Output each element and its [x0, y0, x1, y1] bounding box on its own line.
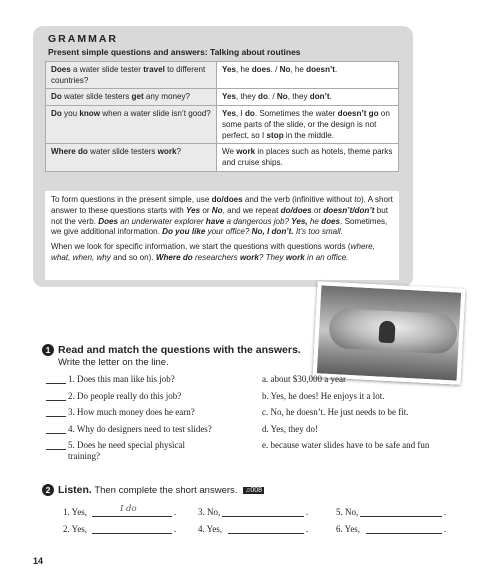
audio-track-number: 008 [250, 487, 262, 494]
period: . [306, 507, 309, 517]
answer-option: c. No, he doesn’t. He just needs to be fit. [262, 407, 409, 417]
table-row [46, 105, 399, 144]
answer-blank[interactable] [46, 424, 66, 434]
answer-cell: Yes, he does. / No, he doesn’t. [217, 62, 399, 89]
table-row [46, 144, 399, 171]
question-cell: Do you know when a water slide isn’t good? [46, 105, 217, 144]
period: . [444, 507, 447, 517]
answer-cell: We work in places such as hotels, theme parks and cruise ships. [217, 144, 399, 171]
answer-blank[interactable] [46, 440, 66, 450]
question-cell: Does a water slide tester travel to different countries? [46, 62, 217, 89]
answer-blank[interactable] [222, 507, 304, 517]
grammar-subtitle: Present simple questions and answers: Talking about routines [48, 47, 301, 57]
exercise-2-subtitle: Then complete the short answers. [94, 485, 238, 496]
answer-blank[interactable] [46, 391, 66, 401]
answer-blank[interactable] [46, 407, 66, 417]
question-cell: Where do water slide testers work? [46, 144, 217, 171]
answer-blank[interactable] [92, 524, 172, 534]
period: . [174, 524, 177, 534]
period: . [306, 524, 309, 534]
grammar-title: GRAMMAR [48, 33, 118, 45]
answer-blank[interactable] [360, 507, 442, 517]
question-item: 4. Why do designers need to test slides? [68, 424, 212, 434]
short-answer-item: 3. No, [198, 507, 221, 517]
answer-option: b. Yes, he does! He enjoys it a lot. [262, 391, 385, 401]
table-row [46, 89, 399, 105]
question-item: 5. Does he need special physical training? [68, 440, 185, 461]
answer-option: e. because water slides have to be safe and fun [262, 440, 430, 450]
exercise-2-title: Listen. [58, 484, 92, 496]
exercise-1-instruction: Write the letter on the line. [58, 357, 169, 368]
grammar-note-paragraph: When we look for specific information, we start the questions with questions words (where, what, when, why and so on). Where do researchers work? They work in an office. [51, 242, 375, 262]
answer-option: d. Yes, they do! [262, 424, 319, 434]
page-number: 14 [33, 556, 44, 566]
answer-cell: Yes, they do. / No, they don’t. [217, 89, 399, 105]
grammar-table [45, 61, 399, 172]
handwritten-example: I do [120, 504, 137, 514]
answer-blank[interactable] [366, 524, 442, 534]
short-answer-item: 2. Yes, [63, 524, 88, 534]
grammar-note [45, 191, 399, 280]
answer-cell: Yes, I do. Sometimes the water doesn’t go on some parts of the slide, or the design is not perfect, so I stop in the middle. [217, 105, 399, 144]
person-shape [378, 320, 395, 343]
answer-blank[interactable] [228, 524, 304, 534]
answer-blank[interactable] [46, 374, 66, 384]
water-slide-photo [313, 281, 466, 385]
short-answer-item: 5. No, [336, 507, 359, 517]
grammar-note-paragraph: To form questions in the present simple, use do/does and the verb (infinitive without to). A short answer to these questions starts with Yes or No, and we repeat do/does or doesn’t/don’t but not the verb. Does an underwater explorer have a dangerous job? Yes, he does. Sometimes, we give additional information. Do you like your office? No, I don’t. It’s too small. [51, 195, 393, 237]
question-cell: Do water slide testers get any money? [46, 89, 217, 105]
short-answer-item: 4. Yes, [198, 524, 223, 534]
exercise-number-badge: 2 [42, 484, 54, 496]
exercise-1-title: Read and match the questions with the answers. [58, 344, 301, 356]
question-item: 2. Do people really do this job? [68, 391, 182, 401]
audio-track-badge: ♫008 [245, 487, 262, 494]
question-item: 1. Does this man like his job? [68, 374, 175, 384]
table-row [46, 62, 399, 89]
exercise-number-badge: 1 [42, 344, 54, 356]
period: . [174, 507, 177, 517]
short-answer-item: 6. Yes, [336, 524, 361, 534]
question-item: 3. How much money does he earn? [68, 407, 195, 417]
short-answer-item: 1. Yes, [63, 507, 88, 517]
exercise-2-instruction [58, 484, 264, 496]
period: . [444, 524, 447, 534]
answer-option: a. about $30,000 a year [262, 374, 346, 384]
